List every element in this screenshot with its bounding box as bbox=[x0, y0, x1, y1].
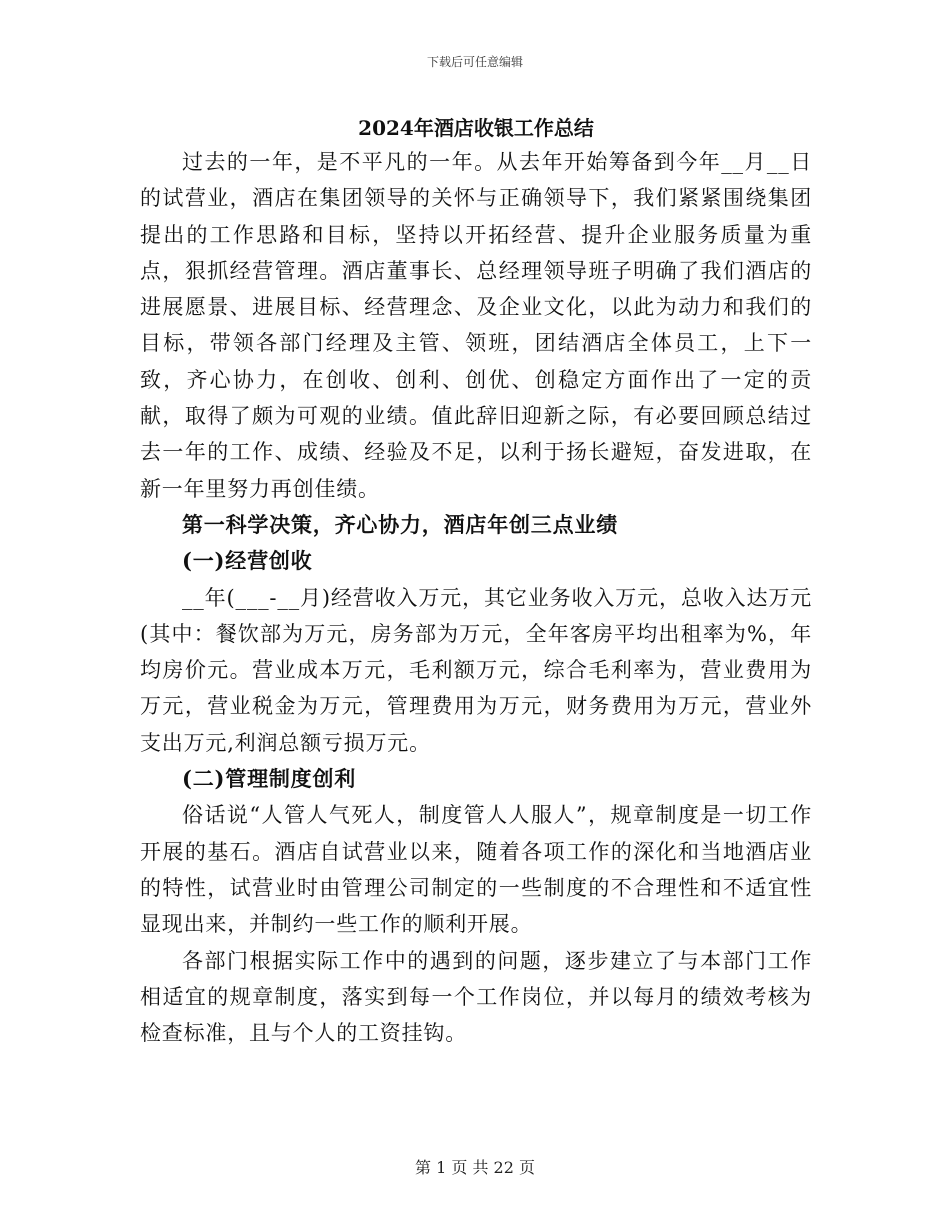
document-body bbox=[140, 112, 812, 1051]
subsection-heading: (一)经营创收 bbox=[182, 548, 313, 574]
paragraph-departments: 各部门根据实际工作中的遇到的问题，逐步建立了与本部门工作相适宜的规章制度，落实到每一个工作岗位，并以每月的绩效考核为检查标准，且与个人的工资挂钩。 bbox=[140, 948, 812, 1046]
paragraph-intro: 过去的一年，是不平凡的一年。从去年开始筹备到今年__月__日的试营业，酒店在集团领导的关怀与正确领导下，我们紧紧围绕集团提出的工作思路和目标，坚持以开拓经营、提升企业服务质量为重点，狠抓经营管理。酒店董事长、总经理领导班子明确了我们酒店的进展愿景、进展目标、经营理念、及企业文化，以此为动力和我们的目标，带领各部门经理及主管、领班，团结酒店全体员工，上下一致，齐心协力，在创收、创利、创优、创稳定方面作出了一定的贡献，取得了颇为可观的业绩。值此辞旧迎新之际，有必要回顾总结过去一年的工作、成绩、经验及不足，以利于扬长避短，奋发进取，在新一年里努力再创佳绩。 bbox=[140, 150, 812, 501]
subsection-heading: (二)管理制度创利 bbox=[182, 766, 357, 792]
page-header: 下载后可任意编辑 bbox=[426, 55, 523, 69]
page-footer: 第 1 页 共 22 页 bbox=[415, 1158, 535, 1177]
paragraph-rules: 俗话说“人管人气死人，制度管人人服人”，规章制度是一切工作开展的基石。酒店自试营业以来，随着各项工作的深化和当地酒店业的特性，试营业时由管理公司制定的一些制度的不合理性和不适宜性显现出来，并制约一些工作的顺利开展。 bbox=[140, 803, 812, 937]
paragraph-revenue: __年(___-__月)经营收入万元，其它业务收入万元，总收入达万元(其中：餐饮部为万元，房务部为万元，全年客房平均出租率为%，年均房价元。营业成本万元，毛利额万元，综合毛利率为，营业费用为万元，营业税金为万元，管理费用为万元，财务费用为万元，营业外支出万元,利润总额亏损万元。 bbox=[140, 585, 812, 755]
section-heading: 第一科学决策，齐心协力，酒店年创三点业绩 bbox=[182, 511, 618, 537]
document-title: 2024年酒店收银工作总结 bbox=[358, 116, 594, 140]
